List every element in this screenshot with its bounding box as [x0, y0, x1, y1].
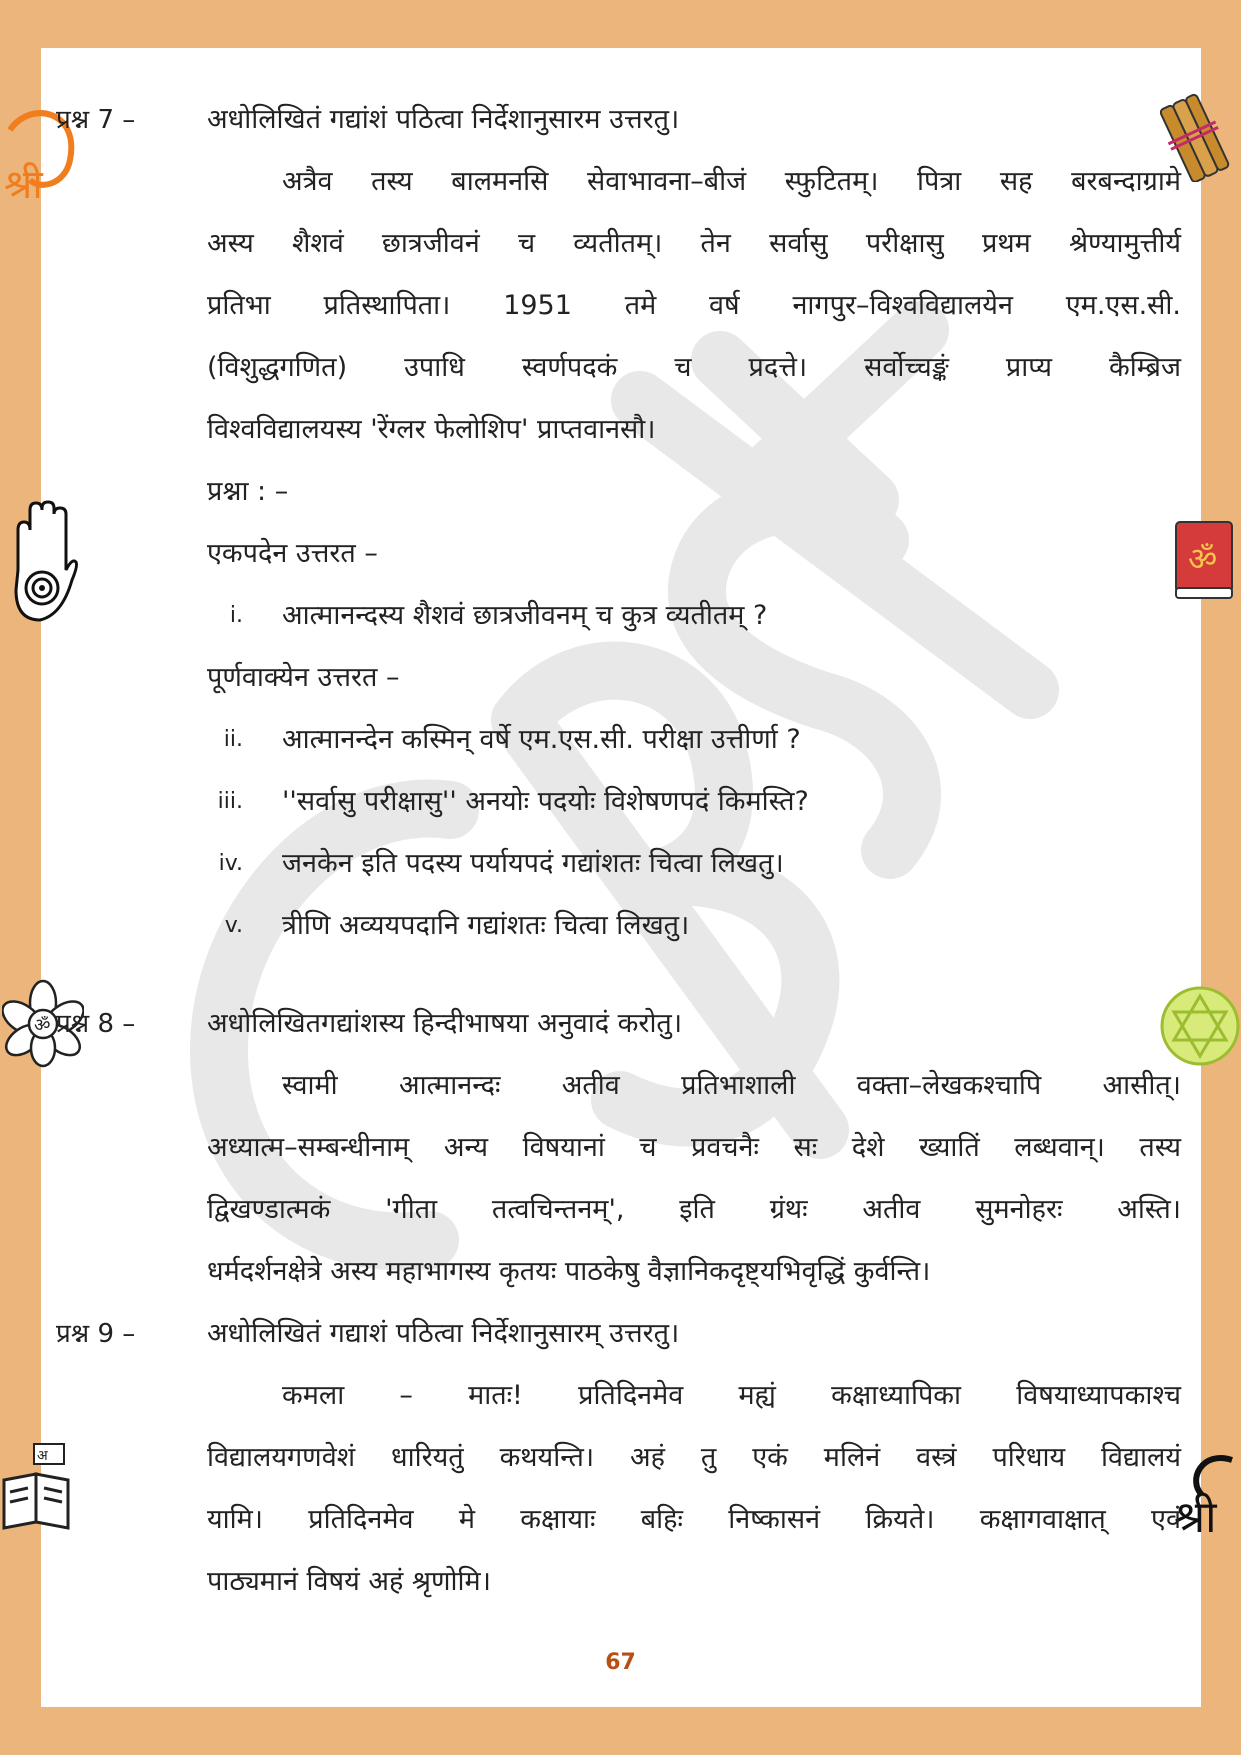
q7-instruction: अधोलिखितं गद्यांशं पठित्वा निर्देशानुसारम उत्तरतु। — [207, 104, 680, 135]
q7-item-ii-text: आत्मानन्देन कस्मिन् वर्षे एम.एस.सी. परीक्षा उत्तीर्णा ? — [282, 724, 801, 755]
q9-passage-line-2: विद्यालयगणवेशं धारियतुं कथयन्ति। अहं तु एकं मलिनं वस्त्रं परिधाय विद्यालयं — [207, 1442, 1181, 1473]
q9-passage-line-3: यामि। प्रतिदिनमेव मे कक्षायाः बहिः निष्कासनं क्रियते। कक्षागवाक्षात् एवं — [207, 1504, 1181, 1535]
q7-label: प्रश्न 7 – — [56, 105, 136, 135]
q7-item-v-number: v. — [224, 913, 243, 938]
q8-passage-line-2: अध्यात्म–सम्बन्धीनाम् अन्य विषयानां च प्रवचनैः सः देशे ख्यातिं लब्धवान्। तस्य — [207, 1132, 1181, 1163]
q7-passage-line-4: (विशुद्धगणित) उपाधि स्वर्णपदकं च प्रदत्ते। सर्वोच्चङ्कं प्राप्य कैम्ब्रिज — [207, 352, 1181, 383]
om-book-icon — [1172, 518, 1238, 602]
q8-passage-line-3: द्विखण्डात्मकं 'गीता तत्वचिन्तनम्', इति ग्रंथः अतीव सुमनोहरः अस्ति। — [207, 1194, 1181, 1225]
q7-item-i-text: आत्मानन्दस्य शैशवं छात्रजीवनम् च कुत्र व्यतीतम् ? — [282, 600, 768, 631]
shri-symbol-right-icon — [1172, 1440, 1241, 1540]
q7-passage-line-3: प्रतिभा प्रतिस्थापिता। 1951 तमे वर्ष नागपुर–विश्वविद्यालयेन एम.एस.सी. — [207, 290, 1181, 321]
q8-instruction: अधोलिखितगद्यांशस्य हिन्दीभाषया अनुवादं करोतु। — [207, 1008, 683, 1039]
q7-item-iv-text: जनकेन इति पदस्य पर्यायपदं गद्यांशतः चित्वा लिखतु। — [282, 848, 784, 879]
palm-spiral-icon — [6, 500, 78, 625]
q7-item-iii-text: ''सर्वासु परीक्षासु'' अनयोः पदयोः विशेषणपदं किमस्ति? — [282, 786, 809, 817]
page-number: 67 — [605, 1650, 636, 1675]
q7-passage-line-1: अत्रैव तस्य बालमनसि सेवाभावना–बीजं स्फुटितम्। पित्रा सह बरबन्दाग्रामे — [282, 166, 1181, 197]
q7-item-ii-number: ii. — [223, 727, 243, 752]
q7-prashna-heading: प्रश्ना : – — [207, 476, 289, 507]
svg-text:श्री: श्री — [4, 162, 43, 208]
q7-item-iii-number: iii. — [217, 789, 243, 814]
q8-passage-line-4: धर्मदर्शनक्षेत्रे अस्य महाभागस्य कृतयः पाठकेषु वैज्ञानिकदृष्ट्यभिवृद्धिं कुर्वन्ति। — [207, 1256, 931, 1287]
q7-item-v-text: त्रीणि अव्ययपदानि गद्यांशतः चित्वा लिखतु। — [282, 910, 690, 941]
svg-text:ॐ: ॐ — [1188, 540, 1218, 578]
q7-purnavakyena-heading: पूर्णवाक्येन उत्तरत – — [207, 662, 400, 693]
q9-label: प्रश्न 9 – — [56, 1319, 136, 1349]
q8-passage-line-1: स्वामी आत्मानन्दः अतीव प्रतिभाशाली वक्ता–लेखकश्चापि आसीत्। — [282, 1070, 1181, 1101]
q9-passage-line-1: कमला – मातः! प्रतिदिनमेव मह्यं कक्षाध्यापिका विषयाध्यापकाश्च — [282, 1380, 1181, 1411]
q8-label: प्रश्न 8 – — [56, 1009, 136, 1039]
svg-text:ॐ: ॐ — [34, 1015, 51, 1036]
q9-instruction: अधोलिखितं गद्याशं पठित्वा निर्देशानुसारम् उत्तरतु। — [207, 1318, 680, 1349]
q7-item-i-number: i. — [229, 603, 243, 628]
q7-passage-line-5: विश्वविद्यालयस्य 'रेंग्लर फेलोशिप' प्राप्तवानसौ। — [207, 414, 656, 445]
open-book-icon — [0, 1440, 75, 1530]
q9-passage-line-4: पाठ्यमानं विषयं अहं श्रृणोमि। — [207, 1566, 491, 1597]
svg-text:अ: अ — [37, 1448, 48, 1464]
q7-ekapadena-heading: एकपदेन उत्तरत – — [207, 538, 378, 569]
q7-passage-line-2: अस्य शैशवं छात्रजीवनं च व्यतीतम्। तेन सर्वासु परीक्षासु प्रथम श्रेण्यामुत्तीर्य — [207, 228, 1181, 259]
svg-text:श्री: श्री — [1174, 1492, 1217, 1540]
q7-item-iv-number: iv. — [218, 851, 243, 876]
